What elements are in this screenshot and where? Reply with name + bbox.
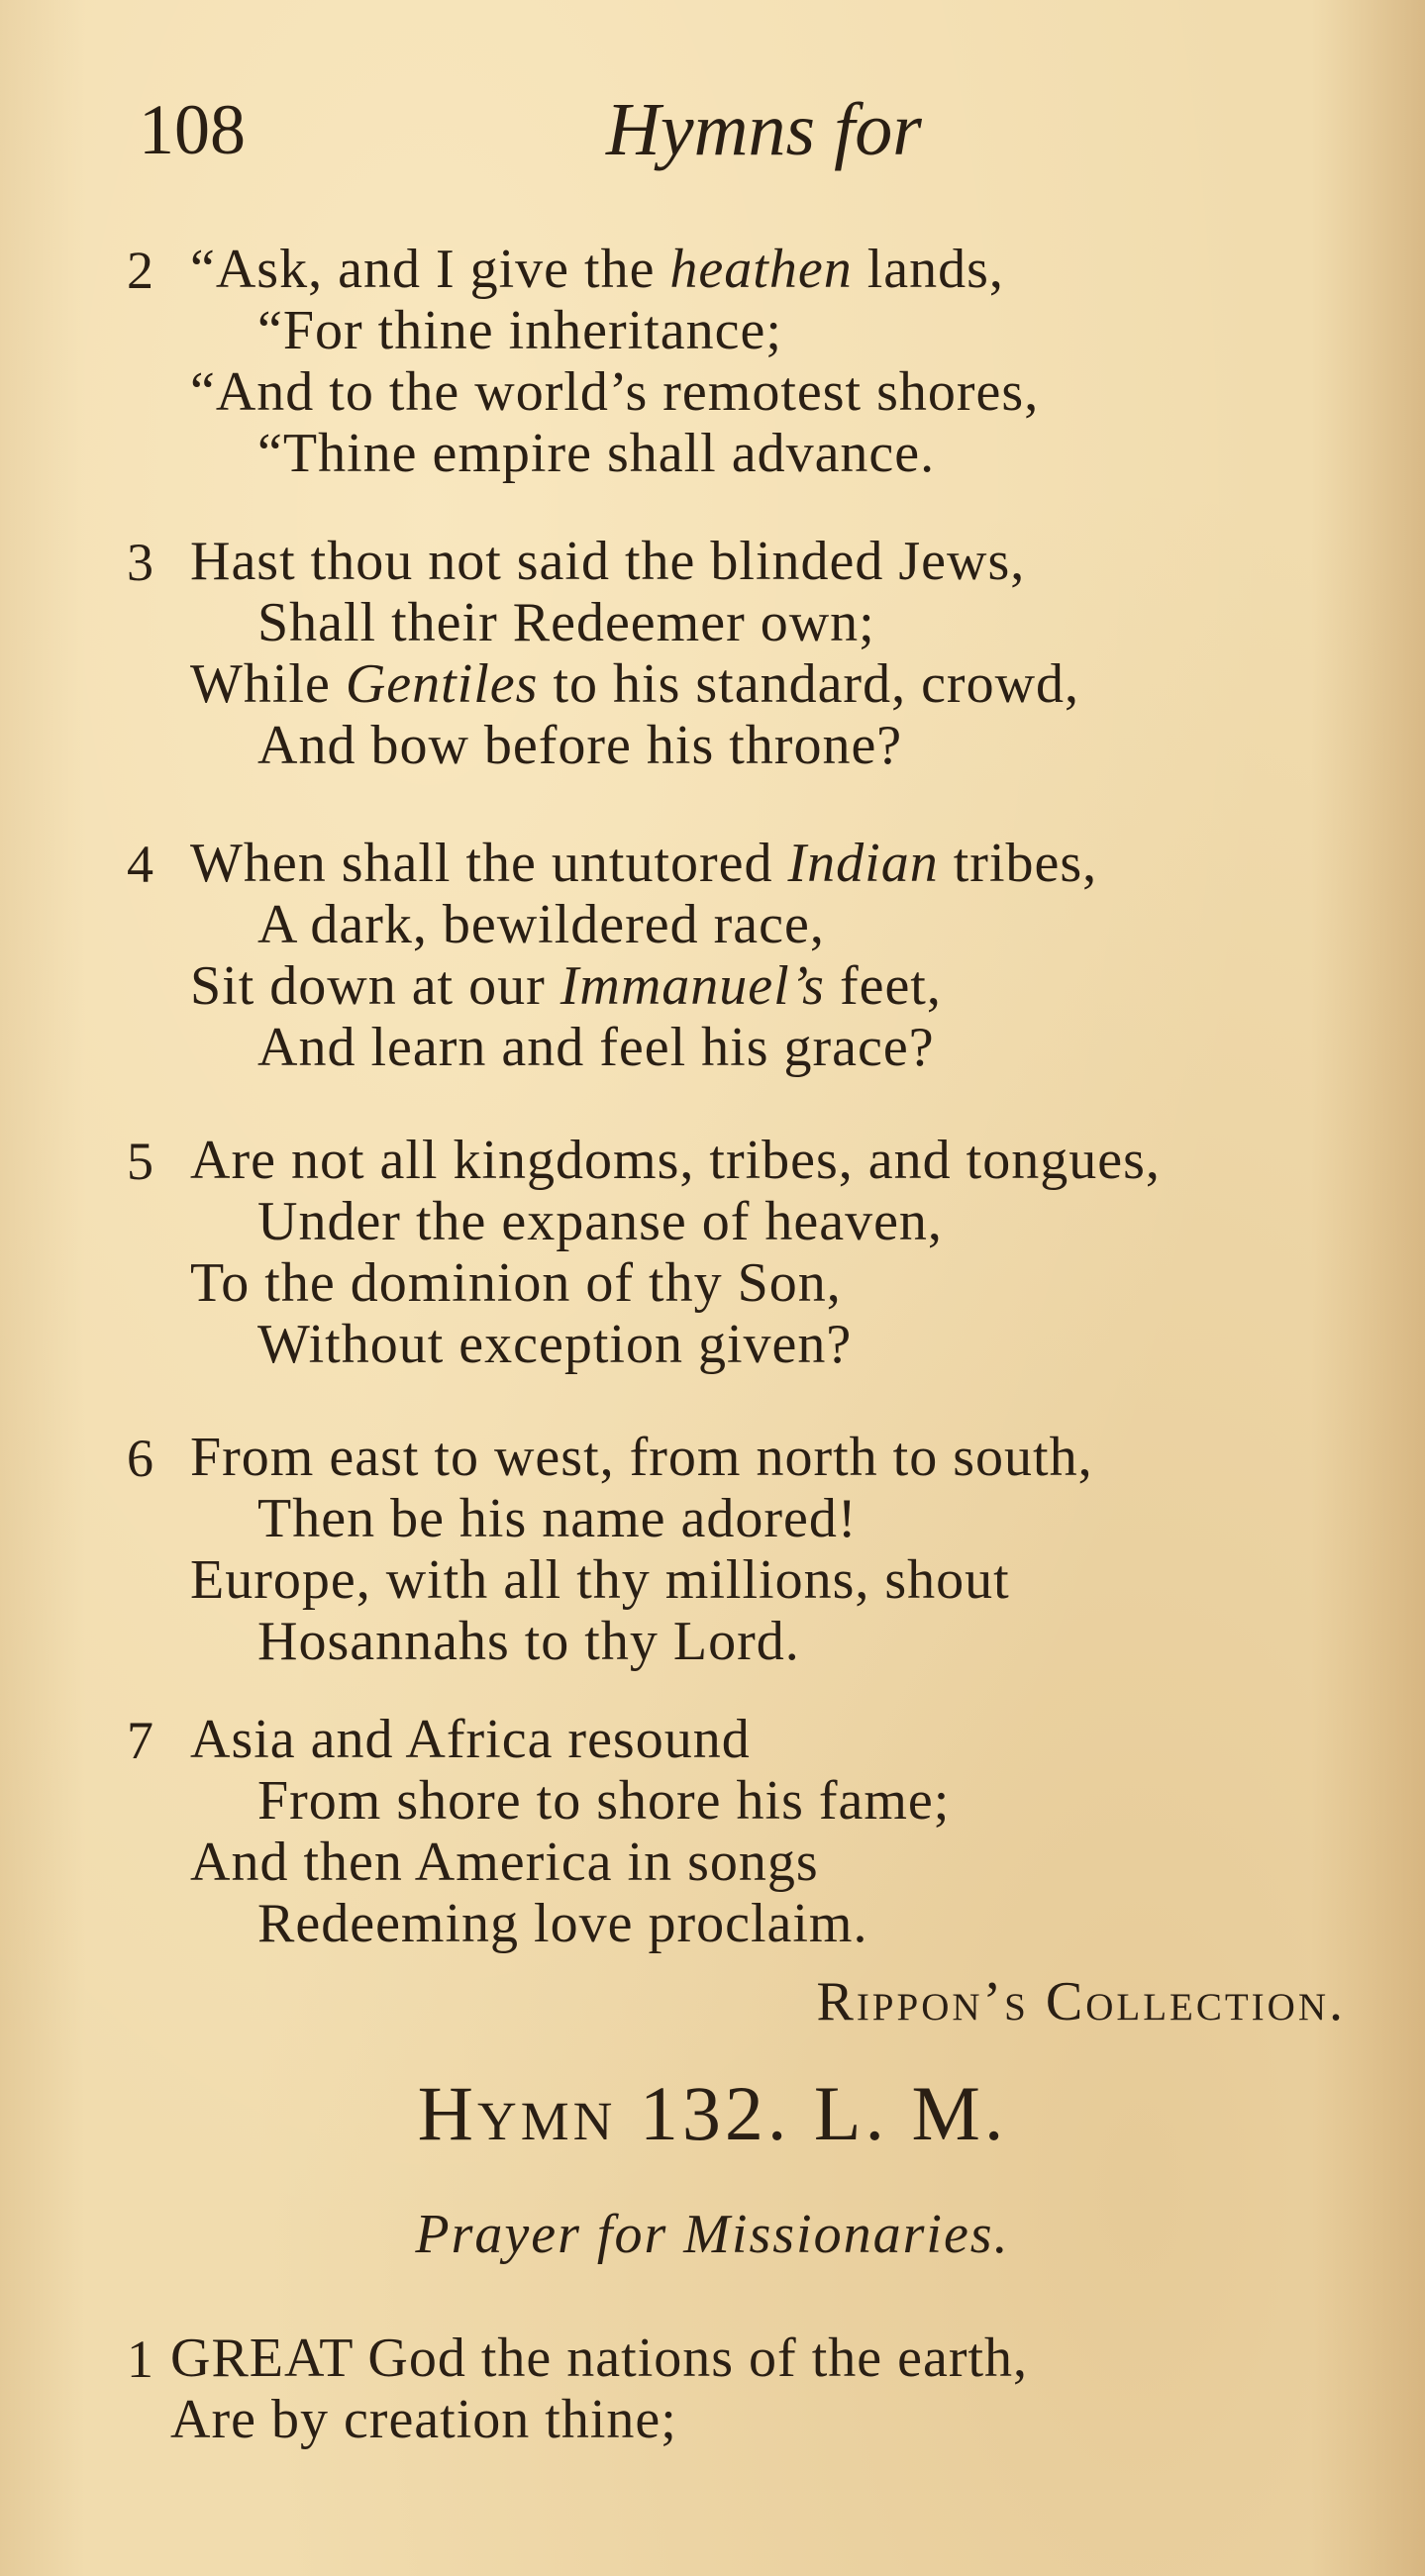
line-text: tribes,: [938, 833, 1098, 894]
line-text: And learn and feel his grace?: [257, 1017, 935, 1078]
verse-2-line: [257, 422, 935, 485]
verse-number: 7: [127, 1711, 153, 1770]
verse-6-line: [190, 1548, 1010, 1612]
verse-3-line: [257, 714, 902, 777]
hymn-subtitle: Prayer for Missionaries.: [415, 2204, 1010, 2265]
line-text: And then America in songs: [190, 1832, 819, 1893]
verse-2-line: [257, 299, 782, 362]
verse-5-line: [257, 1190, 943, 1253]
italic-word: Immanuel’s: [560, 955, 825, 1017]
verse-4-line: [190, 832, 1097, 895]
line-text: Hast thou not said the blinded Jews,: [190, 531, 1026, 592]
verse-3-line: [190, 652, 1079, 716]
verse-6-line: [257, 1487, 858, 1550]
verse-1-line: [170, 2388, 677, 2451]
line-text: From east to west, from north to south,: [190, 1427, 1093, 1488]
verse-3-line: [190, 530, 1025, 593]
verse-number: 5: [127, 1132, 153, 1191]
line-text: Are not all kingdoms, tribes, and tongues,: [190, 1130, 1161, 1191]
hymn-title: Hymn 132. L. M.: [417, 2070, 1008, 2156]
verse-number: 2: [127, 241, 153, 300]
verse-number: 4: [127, 835, 153, 894]
verse-7-line: [257, 1892, 867, 1955]
line-text: to his standard, crowd,: [538, 653, 1080, 715]
line-text: Are by creation thine;: [170, 2389, 677, 2450]
italic-word: Gentiles: [345, 653, 539, 715]
verse-number: 3: [127, 533, 153, 592]
page-header: [0, 69, 1425, 178]
verse-number: 6: [127, 1429, 153, 1488]
line-text: lands,: [852, 239, 1004, 300]
line-text: From shore to shore his fame;: [257, 1770, 951, 1832]
line-text: “Ask, and I give the: [190, 239, 670, 300]
italic-word: Indian: [787, 833, 939, 894]
attribution: Rippon’s Collection.: [816, 1971, 1346, 2032]
verse-5-line: [190, 1129, 1161, 1192]
line-text: Sit down at our: [190, 955, 560, 1017]
line-text: “For thine inheritance;: [257, 300, 782, 361]
verse-1-line: [170, 2327, 1028, 2390]
line-text: To the dominion of thy Son,: [190, 1252, 842, 1314]
verse-4-line: [257, 893, 825, 956]
line-text: Without exception given?: [257, 1314, 853, 1375]
line-text: While: [190, 653, 346, 715]
verse-4-line: [257, 1016, 935, 1079]
verse-number: 1: [127, 2329, 153, 2389]
verse-3-line: [257, 591, 875, 654]
page-number: 108: [139, 90, 246, 169]
verse-6-line: [190, 1426, 1093, 1489]
line-text: feet,: [824, 955, 942, 1017]
line-text: Then be his name adored!: [257, 1488, 858, 1549]
line-text: GREAT God the nations of the earth,: [170, 2328, 1029, 2389]
line-text: When shall the untutored: [190, 833, 788, 894]
line-text: A dark, bewildered race,: [257, 894, 825, 955]
line-text: “Thine empire shall advance.: [257, 423, 936, 484]
verse-2-line: [190, 238, 1004, 301]
verse-2-line: [190, 360, 1039, 424]
verse-5-line: [190, 1251, 842, 1315]
verse-7-line: [190, 1831, 819, 1894]
verse-4-line: [190, 954, 942, 1018]
line-text: Asia and Africa resound: [190, 1709, 751, 1770]
running-title: Hymns for: [606, 88, 922, 171]
line-text: Redeeming love proclaim.: [257, 1893, 868, 1954]
line-text: And bow before his throne?: [257, 715, 903, 776]
verse-7-line: [190, 1708, 751, 1771]
line-text: “And to the world’s remotest shores,: [190, 361, 1040, 423]
line-text: Hosannahs to thy Lord.: [257, 1611, 800, 1672]
line-text: Shall their Redeemer own;: [257, 592, 875, 653]
line-text: Under the expanse of heaven,: [257, 1191, 943, 1252]
verse-5-line: [257, 1313, 852, 1376]
line-text: Europe, with all thy millions, shout: [190, 1549, 1010, 1611]
verse-6-line: [257, 1610, 800, 1673]
verse-7-line: [257, 1769, 950, 1833]
italic-word: heathen: [669, 239, 853, 300]
